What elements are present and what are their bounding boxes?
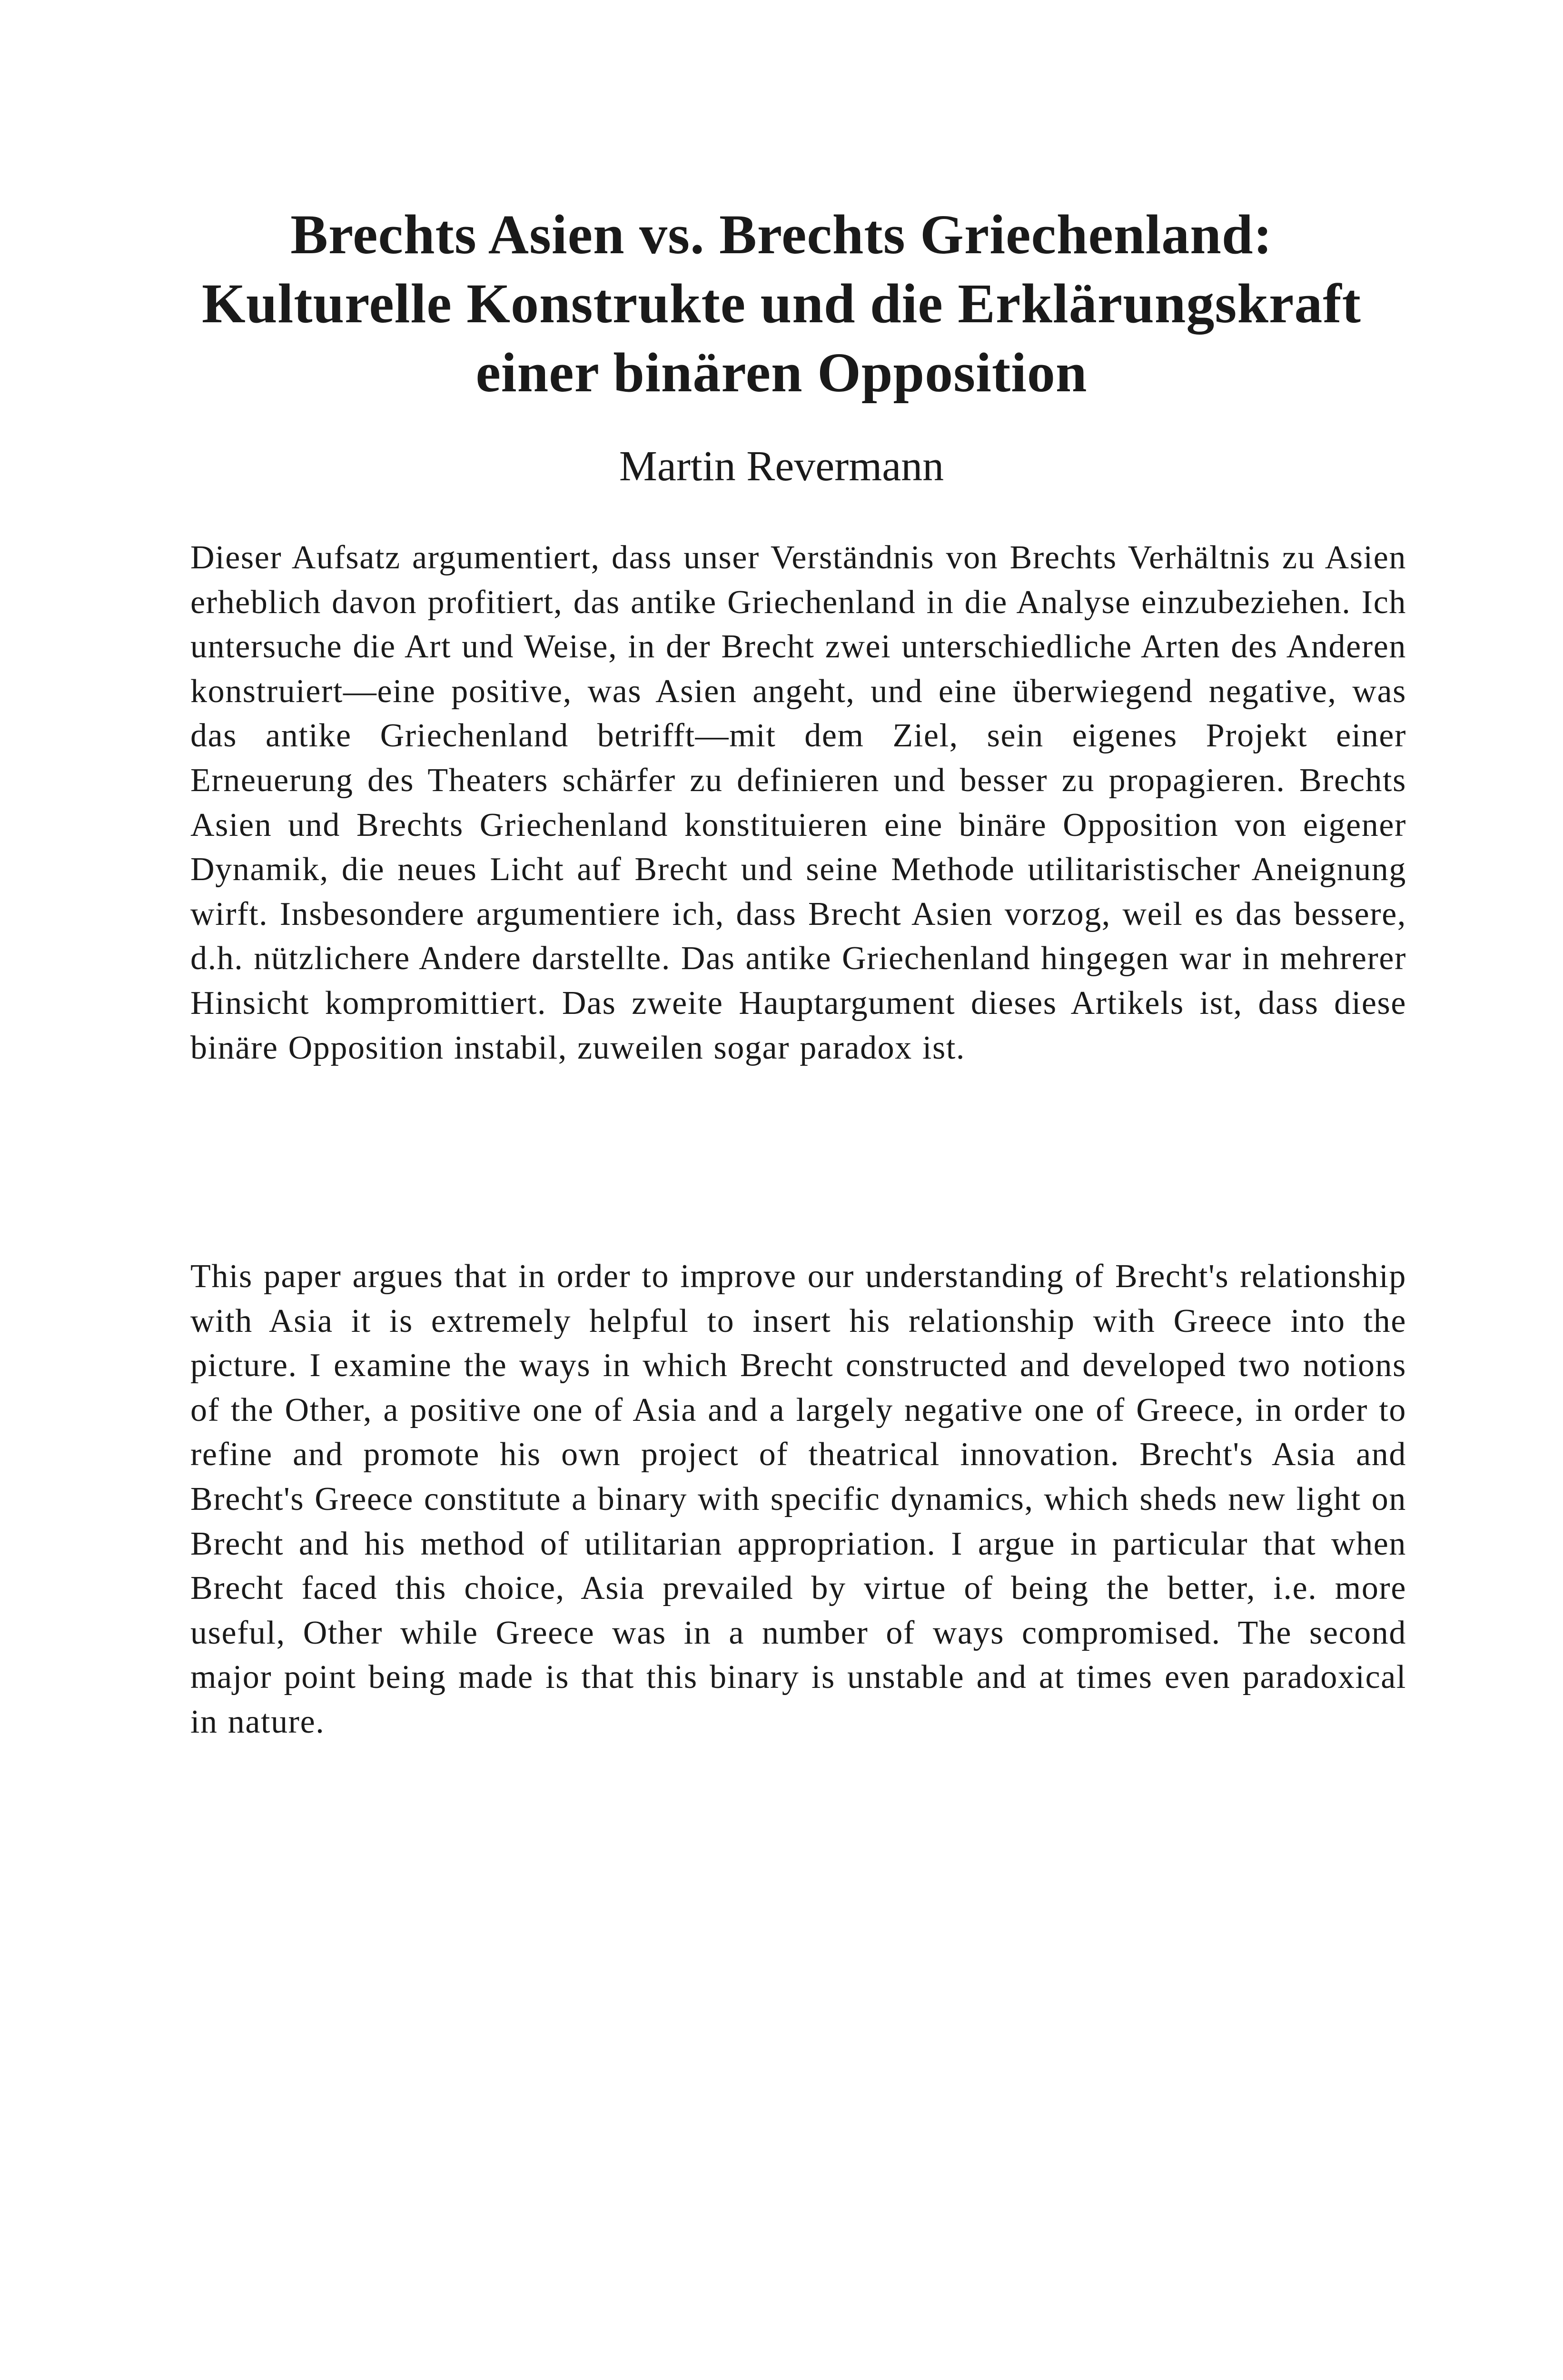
- abstract-english: This paper argues that in order to improve our understanding of Brecht's relationship with Asia it is extremely helpful to insert his relationship with Greece into the picture. I examine the ways in which Brecht constructed and developed two notions of the Other, a positive one of Asia and a largely negative one of Greece, in order to refine and promote his own project of theatrical innovation. Brecht's Asia and Brecht's Greece constitute a binary with specific dynamics, which sheds new light on Brecht and his method of utilitarian appropriation. I argue in particular that when Brecht faced this choice, Asia prevailed by virtue of being the better, i.e. more useful, Other while Greece was in a number of ways compromised. The second major point being made is that this binary is unstable and at times even paradoxical in nature.: [190, 1258, 1406, 1740]
- author-name: Martin Revermann: [619, 443, 944, 490]
- title-line-1: Brechts Asien vs. Brechts Griechenland:: [290, 203, 1273, 266]
- title-line-2: Kulturelle Konstrukte und die Erklärungskraft: [202, 272, 1361, 335]
- title-line-3: einer binären Opposition: [475, 341, 1088, 404]
- abstract-german: Dieser Aufsatz argumentiert, dass unser Verständnis von Brechts Verhältnis zu Asien erheblich davon profitiert, das antike Griechenland in die Analyse einzubeziehen. Ich untersuche die Art und Weise, in der Brecht zwei unterschiedliche Arten des Anderen konstruiert—eine positive, was Asien angeht, und eine überwiegend negative, was das antike Griechenland betrifft—mit dem Ziel, sein eigenes Projekt einer Erneuerung des Theaters schärfer zu definieren und besser zu propagieren. Brechts Asien und Brechts Griechenland konstituieren eine binäre Opposition von eigener Dynamik, die neues Licht auf Brecht und seine Methode utilitaristischer Aneignung wirft. Insbesondere argumentiere ich, dass Brecht Asien vorzog, weil es das bessere, d.h. nützlichere Andere darstellte. Das antike Griechenland hingegen war in mehrerer Hinsicht kompromittiert. Das zweite Hauptargument dieses Artikels ist, dass diese binäre Opposition instabil, zuweilen sogar paradox ist.: [190, 539, 1406, 1066]
- article-title: [143, 200, 1420, 407]
